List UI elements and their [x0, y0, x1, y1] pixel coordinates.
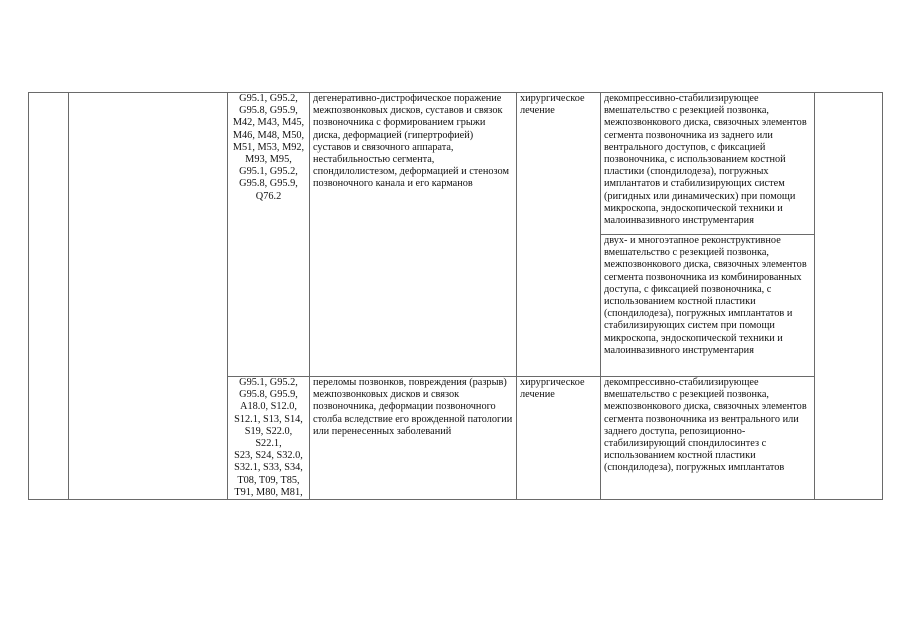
treatment-type-cell: [517, 377, 601, 500]
treatment-method-cell: [601, 235, 815, 377]
treatment-method-cell: [601, 93, 815, 235]
treatment-method-text: двух- и многоэтапное реконструктивное вмешательство с резекцией позвонка, межпозвонкового диска, связочных элементов сегмента позвоночника из комбинированных доступа, с фиксацией позвоночника, с использованием костной пластики (спондилодеза), погружных имплантатов и стабилизирующих систем при помощи микроскопа, эндоскопической техники и малоинвазивного инструментария: [604, 235, 807, 356]
diagnosis-cell: [310, 93, 517, 377]
diagnosis-cell: [310, 377, 517, 500]
table-row: [29, 93, 883, 235]
icd-codes-cell: [228, 377, 310, 500]
diagnosis-text: переломы позвонков, повреждения (разрыв) межпозвонковых дисков и связок позвоночника, деформации позвоночного столба вследствие его врожденной патологии или перенесенных заболеваний: [313, 377, 513, 437]
icd-codes-text: G95.1, G95.2, G95.8, G95.9, A18.0, S12.0, S12.1, S13, S14, S19, S22.0, S22.1, S23, S24, S32.0, S32.1, S33, S34, T08, T09, T85, T91, M80, M81,: [234, 377, 303, 498]
treatment-type-cell: [517, 93, 601, 377]
name-column-cell: [69, 93, 228, 500]
icd-codes-text: G95.1, G95.2, G95.8, G95.9, M42, M43, M45, M46, M48, M50, M51, M53, M92, M93, M95, G95.1, G95.2, G95.8, G95.9, Q76.2: [232, 93, 305, 202]
treatment-type-text: хирургическое лечение: [520, 93, 585, 117]
treatment-method-text: декомпрессивно-стабилизирующее вмешательство с резекцией позвонка, межпозвонкового диска, связочных элементов сегмента позвоночника из вентрального или заднего доступа, репозиционно-стабилизирующий спондилосинтез с использованием костной пластики (спондилодеза), погружных имплантатов: [604, 377, 807, 474]
diagnosis-text: дегенеративно-дистрофическое поражение межпозвонковых дисков, суставов и связок позвоночника с формированием грыжи диска, деформацией (гипертрофией) суставов и связочного аппарата, нестабильностью сегмента, спондилолистезом, деформацией и стенозом позвоночного канала и его карманов: [313, 93, 509, 190]
number-column-cell: [29, 93, 69, 500]
treatment-method-cell: [601, 377, 815, 500]
medical-procedures-table: [28, 92, 883, 500]
treatment-method-text: декомпрессивно-стабилизирующее вмешательство с резекцией позвонка, межпозвонкового диска, связочных элементов сегмента позвоночника из заднего или вентрального доступов, с фиксацией позвоночника, с использованием костной пластики (спондилодеза), погружных имплантатов и стабилизирующих систем (ригидных или динамических) при помощи микроскопа, эндоскопической техники и малоинвазивного инструментария: [604, 93, 807, 227]
icd-codes-cell: [228, 93, 310, 377]
treatment-type-text: хирургическое лечение: [520, 377, 585, 401]
tariff-column-cell: [815, 93, 883, 500]
